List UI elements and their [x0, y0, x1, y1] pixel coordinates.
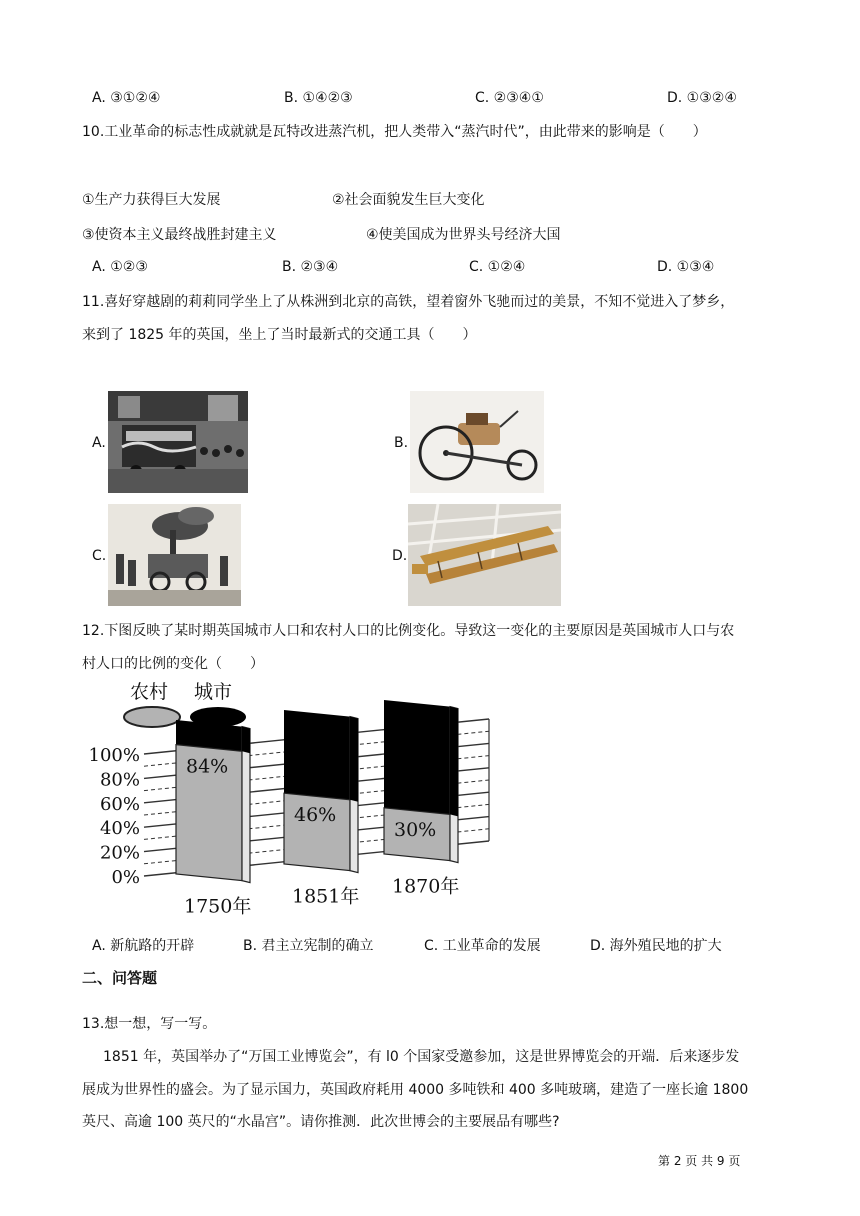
q11-label-a: A.: [92, 435, 106, 451]
early-automobile-image: [410, 391, 544, 493]
y-tick-label: 100%: [88, 745, 140, 766]
q11-label-b: B.: [394, 435, 409, 451]
q11-label-c: C.: [92, 548, 107, 564]
q9-option-c: C. ②③④①: [475, 90, 544, 106]
y-tick-label: 40%: [99, 818, 140, 840]
legend-urban-label: 城市: [194, 681, 233, 703]
q11-stem-line2: 来到了 1825 年的英国，坐上了当时最新式的交通工具（ ）: [82, 327, 477, 343]
bar-urban-1870年: [384, 700, 450, 814]
q13-para-line2: 展成为世界性的盛会。为了显示国力，英国政府耗用 4000 多吨铁和 400 多吨玻璃，建造了一座长逾 1800: [82, 1082, 749, 1098]
q10-stem: 10.工业革命的标志性成就就是瓦特改进蒸汽机，把人类带入“蒸汽时代”，由此带来的影响是（ ）: [82, 124, 707, 140]
q12-option-a: A. 新航路的开辟: [92, 938, 195, 954]
q13-para-line1: 1851 年，英国举办了“万国工业博览会”，有 l0 个国家受邀参加，这是世界博览会的开端．后来逐步发: [103, 1049, 740, 1065]
chart-xlabels: [184, 876, 459, 918]
q13-title: 13.想一想，写一写。: [82, 1016, 217, 1032]
q10-item-3: ③使资本主义最终战胜封建主义: [82, 227, 277, 243]
q10-option-a: A. ①②③: [92, 259, 148, 275]
q10-item-4: ④使美国成为世界头号经济大国: [366, 227, 561, 243]
steam-locomotive-image: [108, 504, 241, 606]
chart-bars: [176, 700, 458, 883]
page-footer: 第 2 页 共 9 页: [658, 1154, 741, 1168]
bar-urban-1851年: [284, 710, 350, 800]
q10-option-b: B. ②③④: [282, 259, 339, 275]
q10-option-d: D. ①③④: [657, 259, 715, 275]
q10-item-1: ①生产力获得巨大发展: [82, 192, 221, 208]
q12-stem-line1: 12.下图反映了某时期英国城市人口和农村人口的比例变化。导致这一变化的主要原因是英国城市人口与农: [82, 623, 735, 639]
legend-rural-label: 农村: [130, 681, 169, 703]
q12-stem-line2: 村人口的比例的变化（ ）: [82, 656, 264, 672]
early-airplane-image: [408, 504, 561, 606]
bar-side-top-1870年: [450, 707, 458, 817]
q12-option-c: C. 工业革命的发展: [424, 938, 541, 954]
q10-item-2: ②社会面貌发生巨大变化: [332, 192, 485, 208]
q9-option-a: A. ③①②④: [92, 90, 161, 106]
bar-value-label: 84%: [186, 755, 229, 778]
q11-label-d: D.: [392, 548, 408, 564]
bar-side-top-1851年: [350, 717, 358, 802]
chart-yticks: [89, 745, 140, 888]
population-ratio-chart: [82, 676, 502, 928]
section-title: 二、问答题: [82, 969, 158, 987]
q9-option-d: D. ①③②④: [667, 90, 737, 106]
q12-option-b: B. 君主立宪制的确立: [243, 938, 374, 954]
y-tick-label: 60%: [99, 793, 140, 815]
q11-stem-line1: 11.喜好穿越剧的莉莉同学坐上了从株洲到北京的高铁，望着窗外飞驰而过的美景，不知不觉进入了梦乡，: [82, 294, 735, 310]
bar-value-label: 46%: [294, 804, 337, 827]
x-category-label: 1870年: [392, 875, 460, 898]
x-category-label: 1750年: [184, 895, 252, 918]
q12-option-d: D. 海外殖民地的扩大: [590, 938, 722, 954]
tram-image: [108, 391, 248, 493]
bar-side-top-1750年: [242, 727, 250, 754]
legend-rural-swatch: [124, 707, 180, 727]
q9-option-b: B. ①④②③: [284, 90, 353, 106]
y-tick-label: 20%: [99, 842, 140, 864]
y-tick-label: 80%: [99, 769, 140, 791]
q13-para-line3: 英尺、高逾 100 英尺的“水晶宫”。请你推测．此次世博会的主要展品有哪些?: [82, 1114, 560, 1130]
q10-option-c: C. ①②④: [469, 259, 526, 275]
bar-value-label: 30%: [394, 818, 437, 841]
x-category-label: 1851年: [292, 885, 360, 908]
y-tick-label: 0%: [111, 867, 140, 888]
